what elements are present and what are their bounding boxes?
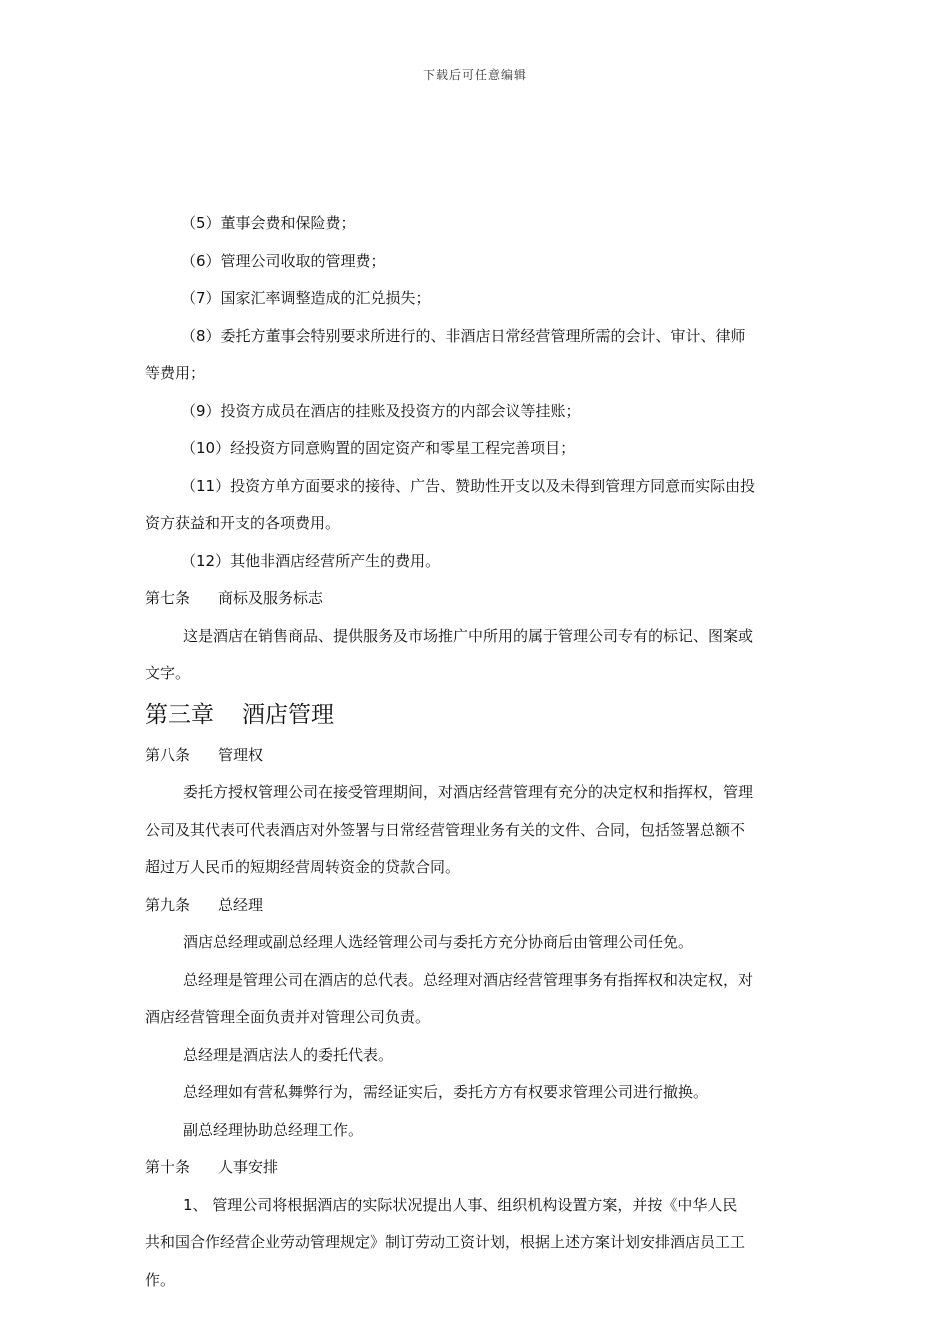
article-title: 管理权 [218,745,264,764]
article-7-paragraph-line-1: 这是酒店在销售商品、提供服务及市场推广中所用的属于管理公司专有的标记、图案或 [183,626,754,645]
article-9-paragraph-2-line-1: 总经理是管理公司在酒店的总代表。总经理对酒店经营管理事务有指挥权和决定权，对 [183,970,754,989]
article-8-heading [145,737,810,775]
article-title: 总经理 [218,895,264,914]
list-item-9: （9）投资方成员在酒店的挂账及投资方的内部会议等挂账； [181,401,581,420]
list-item-11-line-2: 资方获益和开支的各项费用。 [145,514,341,532]
article-8-paragraph-line-3: 超过万人民币的短期经营周转资金的贷款合同。 [145,858,461,876]
list-item-10: （10）经投资方同意购置的固定资产和零星工程完善项目； [181,439,576,457]
article-number: 第八条 [145,745,191,764]
article-8-paragraph-line-2: 公司及其代表可代表酒店对外签署与日常经营管理业务有关的文件、合同，包括签署总额不 [145,820,746,839]
list-item-8-line-2: 等费用； [145,364,206,382]
article-title: 商标及服务标志 [218,589,324,607]
page-header-note: 下载后可任意编辑 [422,68,527,82]
article-9-paragraph-3: 总经理是酒店法人的委托代表。 [183,1045,394,1064]
article-number: 第九条 [145,895,191,914]
article-9-paragraph-4: 总经理如有营私舞弊行为，需经证实后，委托方方有权要求管理公司进行撤换。 [183,1083,709,1101]
list-item-11-line-1: （11）投资方单方面要求的接待、广告、赞助性开支以及未得到管理方同意而实际由投 [181,476,756,495]
article-8-paragraph-line-1: 委托方授权管理公司在接受管理期间，对酒店经营管理有充分的决定权和指挥权，管理 [183,783,754,801]
article-7-heading [145,580,810,618]
list-item-5: （5）董事会费和保险费； [181,214,356,232]
article-number: 第七条 [145,589,191,607]
list-item-7: （7）国家汇率调整造成的汇兑损失； [181,289,431,307]
article-9-paragraph-1: 酒店总经理或副总经理人选经管理公司与委托方充分协商后由管理公司任免。 [183,933,694,951]
chapter-number: 第三章 [145,701,214,728]
article-9-paragraph-2-line-2: 酒店经营管理全面负责并对管理公司负责。 [145,1008,431,1026]
article-title: 人事安排 [218,1158,279,1176]
article-10-paragraph-1-line-3: 作。 [145,1270,176,1289]
article-10-paragraph-1-line-1: 1、 管理公司将根据酒店的实际状况提出人事、组织机构设置方案，并按《中华人民 [183,1195,738,1214]
chapter-heading [145,693,810,737]
list-item-12: （12）其他非酒店经营所产生的费用。 [181,551,441,570]
article-10-heading [145,1149,810,1187]
chapter-title: 酒店管理 [242,701,334,728]
article-9-paragraph-5: 副总经理协助总经理工作。 [183,1120,364,1139]
list-item-6: （6）管理公司收取的管理费； [181,251,386,270]
article-7-paragraph-line-2: 文字。 [145,664,191,682]
article-10-paragraph-1-line-2: 共和国合作经营企业劳动管理规定》制订劳动工资计划，根据上述方案计划安排酒店员工工 [145,1233,746,1251]
article-9-heading [145,887,810,925]
article-number: 第十条 [145,1158,191,1176]
document-body [145,205,810,1299]
list-item-8-line-1: （8）委托方董事会特别要求所进行的、非酒店日常经营管理所需的会计、审计、律师 [181,326,746,345]
